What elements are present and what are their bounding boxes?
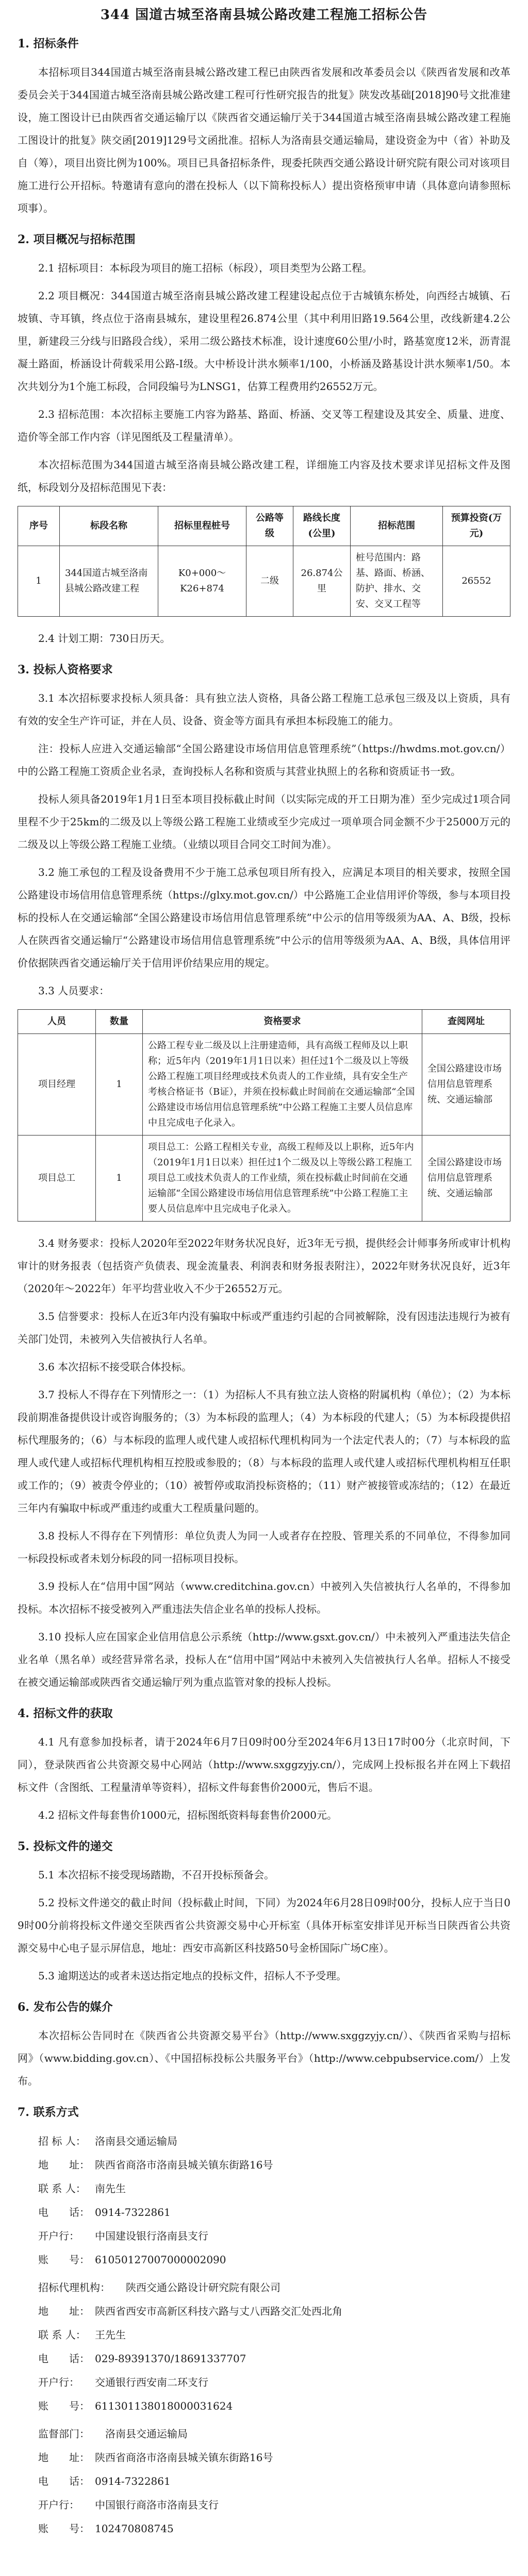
table-header: 查阅网址 (422, 1010, 510, 1034)
paragraph: 本次招标公告同时在《陕西省公共资源交易平台》（http://www.sxggzyjy.cn/）、《陕西省采购与招标网》（www.bidding.gov.cn）、《中国招标投标公共服务平台》（http://www.cebpubservice.com/）上发布。 (18, 2029, 510, 2087)
table-header-row (18, 506, 510, 546)
paragraph: 3.1 本次招标要求投标人须具备：具有独立法人资格，具备公路工程施工总承包三级及以上资质，具有有效的安全生产许可证，并在人员、设备、资金等方面具有承担本标段施工的能力。 (18, 692, 510, 727)
paragraph: 3.6 本次招标不接受联合体投标。 (38, 1361, 192, 1373)
paragraph: 3.8 投标人不得存在下列情形：单位负责人为同一人或者存在控股、管理关系的不同单位，不得参加同一标段投标或者未划分标段的同一招标项目投标。 (18, 1530, 510, 1565)
paragraph: 5.3 逾期送达的或者未送达指定地点的投标文件，招标人不予受理。 (38, 1970, 347, 1982)
section-heading-1: 1. 招标条件 (18, 37, 79, 50)
table-cell: 项目经理 (18, 1034, 96, 1136)
table-cell: K0+000～K26+874 (158, 546, 246, 617)
contact-line: 开户行： 中国建设银行洛南县支行 (38, 2230, 208, 2242)
table-cell: 1 (96, 1034, 143, 1136)
section-heading-5: 5. 投标文件的递交 (18, 1840, 113, 1853)
contact-line: 地 址： 陕西省商洛市洛南县城关镇东街路16号 (38, 2451, 273, 2464)
paragraph: 5.2 投标文件递交的截止时间（投标截止时间，下同）为2024年6月28日09时00分，投标人应于当日09时00分前将投标文件递交至陕西省公共资源交易中心开标室（具体开标室安排详见开标当日陕西省公共资源交易中心电子显示屏信息，地址：西安市高新区科技路50号金桥国际广场C座）。 (18, 1896, 510, 1954)
contact-group-supervisor (18, 2422, 510, 2540)
table-cell: 全国公路建设市场信用信息管理系统、交通运输部 (422, 1136, 510, 1222)
personnel-requirement-table (18, 1009, 510, 1222)
paragraph: 3.3 人员要求： (38, 985, 110, 997)
paragraph: 3.10 投标人应在国家企业信用信息公示系统（http://www.gsxt.gov.cn/）中未被列入严重违法失信企业名单（黑名单）或经营异常名录，投标人在“信用中国”网站中未被列入失信被执行人名单。招标人不接受在被交通运输部或陕西省交通运输厅列为重点监管对象的投标人投标。 (18, 1631, 510, 1688)
table-cell: 桩号范围内：路基、路面、桥涵、防护、排水、交安、交叉工程等 (351, 546, 443, 617)
paragraph: 2.3 招标范围：本次招标主要施工内容为路基、路面、桥涵、交叉等工程建设及其安全、质量、进度、造价等全部工作内容（详见图纸及工程量清单）。 (18, 408, 510, 443)
table-cell: 344国道古城至洛南县城公路改建工程 (60, 546, 158, 617)
section-heading-6: 6. 发布公告的媒介 (18, 2001, 113, 2014)
table-cell: 公路工程专业二级及以上注册建造师，具有高级工程师及以上职称；近5年内（2019年1月1日以来）担任过1个二级及以上等级公路工程施工项目经理或技术负责人的工作业绩，具有安全生产考核合格证书（B证），并须在投标截止时间前在交通运输部“全国公路建设市场信用信息管理系统”中公路工程施工主要人员信息库中且完成电子化录入。 (143, 1034, 422, 1136)
table-cell: 项目总工 (18, 1136, 96, 1222)
paragraph: 3.5 信誉要求：投标人在近3年内没有骗取中标或严重违约引起的合同被解除，没有因违法违规行为被有关部门处罚，未被列入失信被执行人名单。 (18, 1310, 510, 1345)
contact-group-tenderer (18, 2129, 510, 2272)
contact-line: 电 话： 029-89391370/18691337707 (38, 2352, 246, 2365)
paragraph: 投标人须具备2019年1月1日至本项目投标截止时间（以实际完成的开工日期为准）至少完成过1项合同里程不少于25km的二级及以上等级公路工程施工业绩或至少完成过一项单项合同金额不少于25000万元的二级及以上等级公路工程施工业绩。（业绩以项目合同交工时间为准）。 (18, 793, 510, 851)
contact-line: 地 址： 陕西省商洛市洛南县城关镇东街路16号 (38, 2159, 273, 2171)
paragraph: 3.9 投标人在“信用中国”网站（www.creditchina.gov.cn）中被列入失信被执行人名单的，不得参加投标。本次招标不接受被列入严重违法失信企业名单的投标人投标。 (18, 1580, 510, 1615)
table-row (18, 1136, 510, 1222)
page-title: 344 国道古城至洛南县城公路改建工程施工招标公告 (100, 7, 428, 23)
paragraph: 3.4 财务要求：投标人2020年至2022年财务状况良好，近3年无亏损，提供经会计师事务所或审计机构审计的财务报表（包括资产负债表、现金流量表、利润表和财务报表附注），2022年财务状况良好，近3年（2020年～2022年）年平均营业收入不少于26552万元。 (18, 1237, 510, 1295)
contact-line: 账 号： 61050127007000002090 (38, 2253, 226, 2266)
table-header: 招标里程桩号 (158, 506, 246, 546)
table-cell: 1 (96, 1136, 143, 1222)
table-header: 预算投资(万元) (443, 506, 510, 546)
paragraph: 2.1 招标项目：本标段为项目的施工招标（标段），项目类型为公路工程。 (38, 262, 373, 274)
section-heading-4: 4. 招标文件的获取 (18, 1707, 113, 1720)
paragraph: 2.2 项目概况：344国道古城至洛南县城公路改建工程建设起点位于古城镇东桥处，向西经古城镇、石坡镇、寺耳镇，终点位于洛南县城东，建设里程26.874公里（其中利用旧路19.564公里，改线新建4.2公里，新建段三分线与旧路段合线），采用二级公路技术标准，设计速度60公里/小时，路基宽度12米，沥青混凝土路面，桥涵设计荷载采用公路-I级。大中桥设计洪水频率1/100，小桥涵及路基设计洪水频率1/50。本次共划分为1个施工标段，合同段编号为LNSG1，估算工程费用约26552万元。 (18, 290, 510, 393)
table-row (18, 1034, 510, 1136)
contact-group-agency (18, 2276, 510, 2418)
contact-line: 账 号： 611301138018000031624 (38, 2400, 233, 2412)
paragraph: 本次招标范围为344国道古城至洛南县城公路改建工程，详细施工内容及技术要求详见招标文件及图纸，标段划分及招标范围见下表： (18, 459, 510, 494)
table-header: 人员 (18, 1010, 96, 1034)
table-header-row (18, 1010, 510, 1034)
paragraph: 注：投标人应进入交通运输部“全国公路建设市场信用信息管理系统”（https://hwdms.mot.gov.cn/）中的公路工程施工资质企业名录，查询投标人名称和资质与其营业执照上的名称和资质证书一致。 (18, 742, 510, 777)
contact-line: 招 标 人： 洛南县交通运输局 (38, 2135, 177, 2147)
contact-line: 招标代理机构： 陕西交通公路设计研究院有限公司 (38, 2281, 280, 2294)
paragraph: 3.7 投标人不得存在下列情形之一：（1）为招标人不具有独立法人资格的附属机构（单位）；（2）为本标段前期准备提供设计或咨询服务的；（3）为本标段的监理人；（4）为本标段的代建人；（5）为本标段提供招标代理服务的；（6）与本标段的监理人或代建人或招标代理机构同为一个法定代表人的；（7）与本标段的监理人或代建人或招标代理机构相互控股或参股的；（8）与本标段的监理人或代建人或招标代理机构相互任职或工作的；（9）被责令停业的；（10）被暂停或取消投标资格的；（11）财产被接管或冻结的；（12）在最近三年内有骗取中标或严重违约或重大工程质量问题的。 (18, 1388, 510, 1514)
section-heading-2: 2. 项目概况与招标范围 (18, 233, 136, 246)
paragraph: 3.2 施工承包的工程及设备费用不少于施工总承包项目所有投入，应满足本项目的相关要求，按照全国公路建设市场信用信息管理系统（https://glxy.mot.gov.cn/）中公路施工企业信用评价等级，参与本项目投标的投标人在交通运输部“全国公路建设市场信用信息管理系统”中公示的信用等级须为AA、A、B级，投标人在陕西省交通运输厅“公路建设市场信用信息管理系统”中公示的信用等级须为AA、A、B级，具体信用评价依据陕西省交通运输厅关于信用评价结果应用的规定。 (18, 866, 510, 969)
table-cell: 26.874公里 (293, 546, 351, 617)
table-header: 序号 (18, 506, 60, 546)
contact-line: 电 话： 0914-7322861 (38, 2475, 171, 2487)
table-header: 资格要求 (143, 1010, 422, 1034)
table-row (18, 546, 510, 617)
paragraph: 4.1 凡有意参加投标者，请于2024年6月7日09时00分至2024年6月13日17时00分（北京时间，下同），登录陕西省公共资源交易中心网站（http://www.sxggzyjy.cn/），完成网上投标报名并在网上下载招标文件（含图纸、工程量清单等资料），招标文件每套售价2000元，售后不退。 (18, 1736, 510, 1793)
paragraph: 本招标项目344国道古城至洛南县城公路改建工程已由陕西省发展和改革委员会以《陕西省发展和改革委员会关于344国道古城至洛南县城公路改建工程可行性研究报告的批复》陕发改基础[2018]90号文批准建设，施工图设计已由陕西省交通运输厅以《陕西省交通运输厅关于344国道古城至洛南县城公路改建工程施工图设计的批复》陕交函[2019]129号文函批准。招标人为洛南县交通运输局，建设资金为中（省）补助及自（筹），项目出资比例为100%。项目已具备招标条件，现委托陕西交通公路设计研究院有限公司对该项目施工进行公开招标。特邀请有意向的潜在投标人（以下简称投标人）提出资格预审申请（具体意向请参照标项事）。 (18, 66, 510, 214)
table-header: 路线长度(公里) (293, 506, 351, 546)
section-heading-3: 3. 投标人资格要求 (18, 663, 113, 676)
contact-line: 电 话： 0914-7322861 (38, 2206, 171, 2218)
paragraph: 5.1 本次招标不接受现场踏勘，不召开投标预备会。 (38, 1869, 275, 1881)
table-cell: 二级 (246, 546, 293, 617)
contact-line: 联 系 人： 王先生 (38, 2329, 126, 2341)
paragraph: 2.4 计划工期：730日历天。 (38, 632, 171, 645)
contact-line: 开户行： 交通银行西安南二环支行 (38, 2376, 208, 2388)
contact-line: 账 号： 102470808745 (38, 2522, 174, 2535)
bid-section-table (18, 506, 510, 617)
table-header: 公路等级 (246, 506, 293, 546)
contact-line: 开户行： 中国银行商洛市洛南县支行 (38, 2499, 219, 2511)
table-header: 数量 (96, 1010, 143, 1034)
table-cell: 项目总工：公路工程相关专业，高级工程师及以上职称，近5年内（2019年1月1日以来）担任过1个二级及以上等级公路工程施工项目总工或技术负责人的工作业绩，须在投标截止时间前在交通运输部“全国公路建设市场信用信息管理系统”中公路工程施工主要人员信息库中且完成电子化录入。 (143, 1136, 422, 1222)
table-header: 招标范围 (351, 506, 443, 546)
table-header: 标段名称 (60, 506, 158, 546)
section-heading-7: 7. 联系方式 (18, 2106, 79, 2119)
table-cell: 1 (18, 546, 60, 617)
contact-line: 监督部门： 洛南县交通运输局 (38, 2428, 188, 2440)
contact-line: 地 址： 陕西省西安市高新区科技六路与丈八西路交汇处西北角 (38, 2305, 342, 2317)
contact-line: 联 系 人： 南先生 (38, 2182, 126, 2195)
paragraph: 4.2 招标文件每套售价1000元，招标图纸资料每套售价2000元。 (38, 1809, 337, 1821)
table-cell: 26552 (443, 546, 510, 617)
table-cell: 全国公路建设市场信用信息管理系统、交通运输部 (422, 1034, 510, 1136)
